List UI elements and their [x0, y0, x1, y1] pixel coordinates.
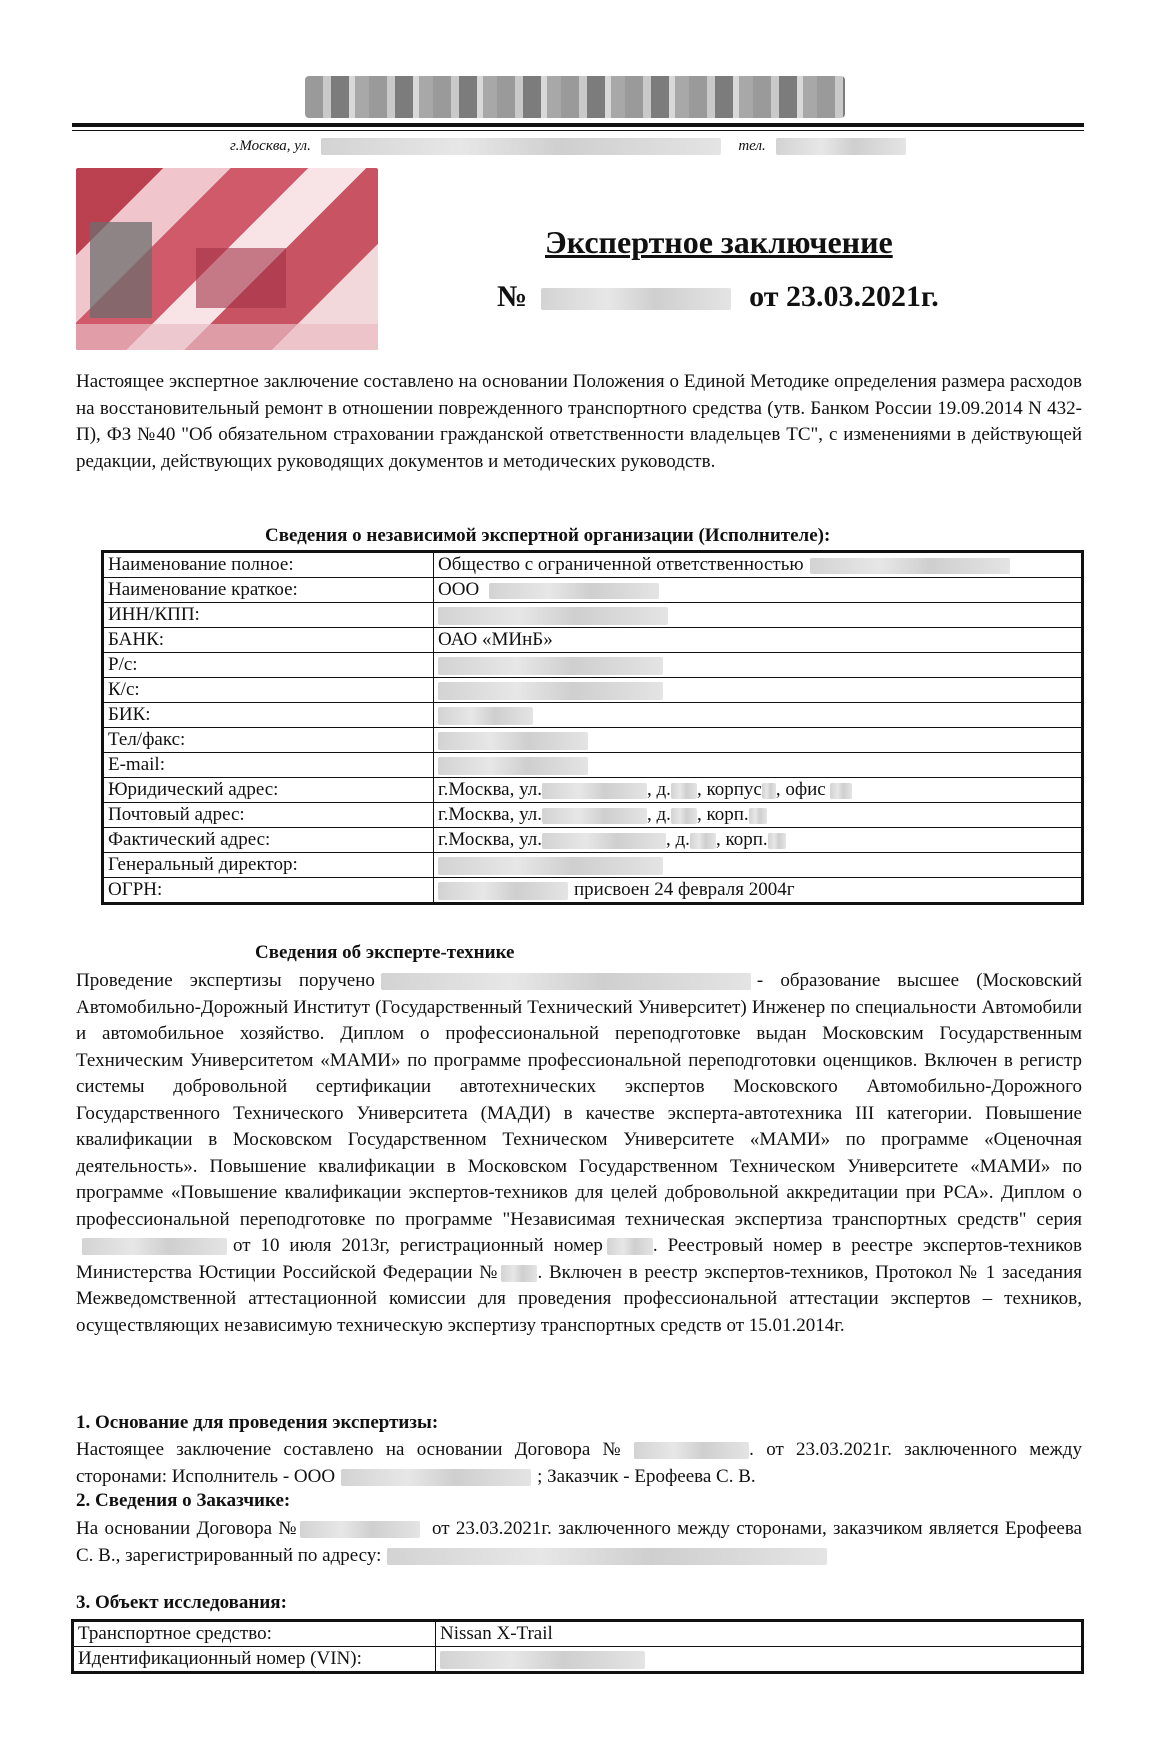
row-label: ИНН/КПП: — [103, 603, 434, 628]
row-value — [434, 878, 1083, 904]
redacted-phone — [776, 138, 906, 155]
row-label: Идентификационный номер (VIN): — [73, 1647, 436, 1673]
company-name-redacted — [305, 76, 845, 118]
redacted-vin — [440, 1651, 645, 1669]
row-value — [434, 753, 1083, 778]
table-row — [103, 878, 1083, 904]
redacted-registry-number — [501, 1265, 537, 1282]
header-address-line — [230, 138, 906, 155]
row-label: Тел/факс: — [103, 728, 434, 753]
row-label: E-mail: — [103, 753, 434, 778]
expert-text: Проведение экспертизы поручено — [76, 970, 375, 991]
table-row — [103, 828, 1083, 853]
row-value — [434, 728, 1083, 753]
section-text: ; Заказчик - Ерофеева С. В. — [537, 1465, 756, 1487]
redacted-value — [542, 833, 666, 849]
row-label: К/с: — [103, 678, 434, 703]
redacted-expert-name — [381, 973, 751, 990]
address-house-label: , д. — [666, 829, 690, 850]
row-value — [434, 853, 1083, 878]
document-title: Экспертное заключение — [545, 224, 893, 260]
table-row — [103, 778, 1083, 803]
row-label: Р/с: — [103, 653, 434, 678]
redacted-value — [438, 607, 668, 625]
table-row — [103, 552, 1083, 578]
organization-table — [101, 550, 1084, 905]
organization-heading: Сведения о независимой экспертной организации (Исполнителе): — [265, 525, 831, 546]
table-row — [73, 1647, 1083, 1673]
redacted-value — [762, 783, 776, 799]
row-label: Почтовый адрес: — [103, 803, 434, 828]
row-label: БАНК: — [103, 628, 434, 653]
expert-text: . Включен в реестр экспертов-техников, Протокол № 1 заседания Межведомственной аттестационной комиссии для проведения профессиональной аттестации экспертов – техников, осуществляющих независимую техническую экспертизу транспортных средств от 15.01.2014г. — [76, 1261, 1083, 1336]
redacted-company-name — [341, 1469, 531, 1486]
short-name-text: ООО — [438, 579, 480, 600]
expert-text: от 10 июля 2013г, регистрационный номер — [233, 1235, 603, 1256]
expert-text: - образование высшее (Московский Автомобильно-Дорожный Институт (Государственный Технический Университет) Инженер по специальности Автомобили и автомобильное хозяйство. Диплом о профессиональной переподготовке выдан Московским Государственным Техническим Университетом «МАМИ» по программе профессиональной переподготовки оценщиков. Включен в регистр системы добровольной сертификации автотехнических экспертов Московского Автомобильно-Дорожного Государственного Технического Университета (МАДИ) в качестве эксперта-автотехника III категории. Повышение квалификации в Московском Государственном Техническом Университете «МАМИ» по программе «Оценочная деятельность». Повышение квалификации в Московском Государственном Техническом Университете «МАМИ» по программе «Повышение квалификации экспертов-техников для целей добровольной аккредитации при РСА». Диплом о профессиональной переподготовке по программе "Независимая техническая экспертиза транспортных средств" серия — [76, 970, 1082, 1230]
redacted-value — [438, 757, 588, 775]
address-city: г.Москва, ул. — [438, 804, 543, 825]
redacted-contract-number — [634, 1442, 749, 1459]
header-rule-thin — [72, 130, 1084, 131]
header-phone-label: тел. — [738, 138, 766, 154]
redacted-value — [542, 808, 647, 824]
redacted-value — [438, 657, 663, 675]
address-office-label: , офис — [775, 779, 826, 800]
section-1-paragraph — [76, 1437, 1082, 1490]
company-logo-redacted — [76, 168, 378, 350]
row-label: Транспортное средство: — [73, 1621, 436, 1647]
header-rule — [72, 123, 1084, 127]
redacted-document-number — [541, 288, 731, 310]
table-row — [103, 628, 1083, 653]
number-sign: № — [497, 280, 528, 313]
section-3-heading: 3. Объект исследования: — [76, 1592, 287, 1613]
row-label: Наименование полное: — [103, 552, 434, 578]
row-label: БИК: — [103, 703, 434, 728]
redacted-value — [438, 857, 663, 875]
row-value — [434, 552, 1083, 578]
redacted-value — [690, 833, 716, 849]
redacted-diploma-series — [82, 1238, 227, 1255]
redacted-value — [489, 583, 659, 599]
address-city: г.Москва, ул. — [438, 779, 543, 800]
table-row — [103, 578, 1083, 603]
redacted-value — [438, 882, 568, 900]
row-value: ОАО «МИнБ» — [434, 628, 1083, 653]
redacted-value — [671, 783, 697, 799]
address-house-label: , д. — [647, 804, 671, 825]
address-building-label: , корпус — [696, 779, 762, 800]
header-city: г.Москва, ул. — [230, 138, 311, 154]
redacted-value — [810, 558, 1010, 574]
section-text: На основании Договора № — [76, 1518, 299, 1539]
redacted-value — [438, 707, 533, 725]
section-1-heading: 1. Основание для проведения экспертизы: — [76, 1412, 439, 1433]
row-value — [434, 828, 1083, 853]
intro-paragraph: Настоящее экспертное заключение составлено на основании Положения о Единой Методике определения размера расходов на восстановительный ремонт в отношении поврежденного транспортного средства (утв. Банком России 19.09.2014 N 432-П), ФЗ №40 "Об обязательном страховании гражданской ответственности владельцев ТС", с изменениями в действующей редакции, действующих руководящих документов и методических руководств. — [76, 371, 1082, 472]
table-row — [103, 803, 1083, 828]
redacted-value — [438, 682, 663, 700]
redacted-value — [830, 783, 852, 799]
row-value — [434, 678, 1083, 703]
redacted-registration-number — [607, 1238, 653, 1255]
row-value — [436, 1647, 1083, 1673]
row-value — [434, 778, 1083, 803]
address-house-label: , д. — [647, 779, 671, 800]
document-date: от 23.03.2021г. — [749, 280, 939, 313]
section-text: Настоящее заключение составлено на основании Договора № — [76, 1439, 629, 1460]
row-value: Nissan X-Trail — [436, 1621, 1083, 1647]
document-number-line — [497, 280, 939, 314]
table-row — [103, 703, 1083, 728]
row-value — [434, 603, 1083, 628]
expert-paragraph — [76, 968, 1082, 1339]
row-label: ОГРН: — [103, 878, 434, 904]
row-label: Юридический адрес: — [103, 778, 434, 803]
redacted-street — [321, 138, 721, 155]
row-label: Генеральный директор: — [103, 853, 434, 878]
full-name-text: Общество с ограниченной ответственностью — [438, 554, 804, 575]
redacted-value — [671, 808, 697, 824]
table-row — [103, 678, 1083, 703]
section-text: от 23.03.2021г. заключенного между сторонами, заказчиком является Ерофеева С. В., зарегистрированный по адресу: — [76, 1518, 1082, 1566]
table-row — [73, 1621, 1083, 1647]
ogrn-date-text: присвоен 24 февраля 2004г — [574, 879, 795, 900]
address-city: г.Москва, ул. — [438, 829, 543, 850]
row-label: Наименование краткое: — [103, 578, 434, 603]
expert-heading: Сведения об эксперте-технике — [255, 942, 515, 963]
table-row — [103, 853, 1083, 878]
redacted-contract-number — [300, 1521, 420, 1538]
vehicle-table — [71, 1619, 1084, 1674]
table-row — [103, 603, 1083, 628]
redacted-value — [542, 783, 647, 799]
redacted-value — [749, 808, 767, 824]
section-text: . от 23.03.2021г. заключенного между сторонами: Исполнитель - ООО — [76, 1439, 1082, 1487]
table-row — [103, 653, 1083, 678]
address-building-label: , корп. — [696, 804, 749, 825]
row-value — [434, 703, 1083, 728]
redacted-address — [387, 1548, 827, 1565]
section-2-paragraph — [76, 1516, 1082, 1569]
row-value — [434, 578, 1083, 603]
expert-text: . Реестровый номер в реестре экспертов-техников Министерства Юстиции Российской Федерации № — [76, 1235, 1082, 1283]
address-building-label: , корп. — [715, 829, 768, 850]
table-row — [103, 753, 1083, 778]
table-row — [103, 728, 1083, 753]
section-2-heading: 2. Сведения о Заказчике: — [76, 1490, 291, 1511]
row-value — [434, 653, 1083, 678]
redacted-value — [438, 732, 588, 750]
row-value — [434, 803, 1083, 828]
redacted-value — [768, 833, 786, 849]
row-label: Фактический адрес: — [103, 828, 434, 853]
